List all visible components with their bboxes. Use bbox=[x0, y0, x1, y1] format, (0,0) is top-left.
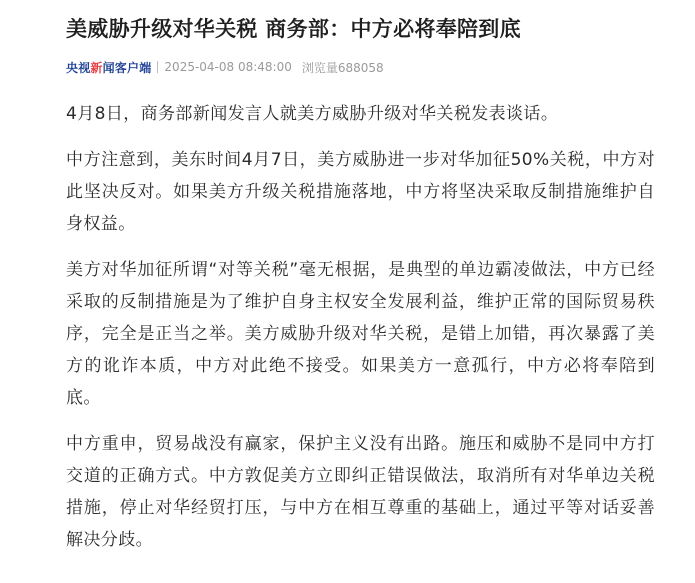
source-logo-part2: 新 bbox=[90, 60, 103, 75]
article-title: 美威胁升级对华关税 商务部：中方必将奉陪到底 bbox=[66, 17, 521, 41]
meta-divider bbox=[157, 61, 158, 73]
article-body bbox=[66, 98, 655, 556]
source-logo-part1: 央视 bbox=[66, 60, 91, 75]
paragraph: 中方重申，贸易战没有赢家，保护主义没有出路。施压和威胁不是同中方打交道的正确方式。中方敦促美方立即纠正错误做法，取消所有对华单边关税措施，停止对华经贸打压，与中方在相互尊重的基础上，通过平等对话妥善解决分歧。 bbox=[66, 434, 655, 550]
paragraph: 4月8日，商务部新闻发言人就美方威胁升级对华关税发表谈话。 bbox=[66, 104, 559, 124]
paragraph: 中方注意到，美东时间4月7日，美方威胁进一步对华加征50%关税，中方对此坚决反对。如果美方升级关税措施落地，中方将坚决采取反制措施维护自身权益。 bbox=[66, 150, 655, 234]
paragraph: 美方对华加征所谓“对等关税”毫无根据，是典型的单边霸凌做法，中方已经采取的反制措施是为了维护自身主权安全发展利益，维护正常的国际贸易秩序，完全是正当之举。美方威胁升级对华关税，是错上加错，再次暴露了美方的讹诈本质，中方对此绝不接受。如果美方一意孤行，中方必将奉陪到底。 bbox=[66, 260, 655, 408]
source-logo-part3: 闻客户端 bbox=[102, 60, 152, 75]
article-meta bbox=[66, 58, 655, 76]
view-count: 浏览量688058 bbox=[301, 60, 384, 75]
publish-datetime: 2025-04-08 08:48:00 bbox=[164, 60, 292, 74]
source-logo[interactable] bbox=[66, 59, 151, 76]
